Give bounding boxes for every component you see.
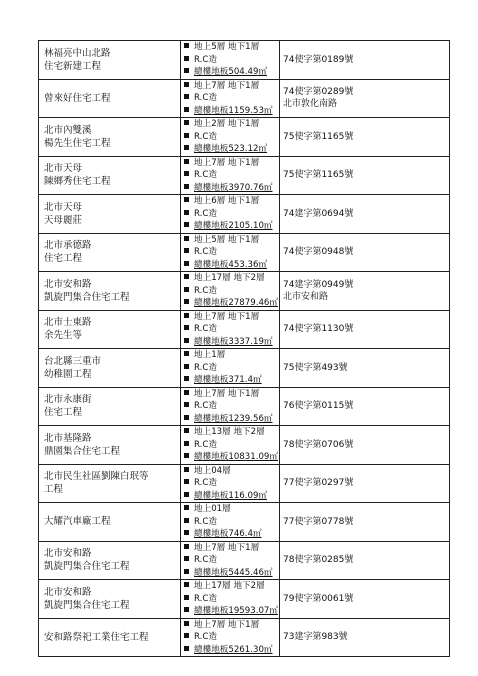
project-spec-cell: [181, 79, 280, 118]
floor-area-line-text: 總樓地板453.36㎡: [194, 259, 268, 270]
permit-line: 78使字第0285號: [283, 555, 354, 566]
permit-line: 77使字第0778號: [283, 516, 354, 527]
square-bullet-icon: [184, 82, 189, 87]
permit-number-cell: [280, 503, 450, 542]
project-spec-cell: [181, 349, 280, 388]
project-spec-cell: [181, 618, 280, 657]
square-bullet-icon: [184, 197, 189, 202]
project-name-line: 安和路祭祀工業住宅工程: [44, 631, 149, 643]
floors-line: [181, 195, 279, 208]
square-bullet-icon: [184, 607, 189, 612]
project-name-cell: [39, 118, 181, 157]
square-bullet-icon: [184, 544, 189, 549]
floor-area-line: [181, 297, 279, 310]
table-row: [39, 349, 450, 388]
project-name-cell: [39, 349, 181, 388]
project-spec-cell: [181, 310, 280, 349]
square-bullet-icon: [184, 94, 189, 99]
floor-area-line-text: 總樓地板504.49㎡: [194, 67, 268, 77]
permit-number-cell: [280, 349, 450, 388]
project-name-cell: [39, 464, 181, 503]
project-spec-cell: [181, 195, 280, 234]
permit-line: 75使字第493號: [283, 362, 348, 373]
floors-line-text: 地上01層: [194, 504, 231, 514]
permit-number-cell: [280, 426, 450, 465]
permit-line: 74建字第0694號: [283, 208, 354, 219]
floor-area-line: [181, 336, 279, 349]
structure-line: [181, 477, 279, 490]
square-bullet-icon: [184, 518, 189, 523]
project-name-cell: [39, 426, 181, 465]
project-name-line: 北市承德路: [44, 240, 92, 252]
square-bullet-icon: [184, 56, 189, 61]
project-name-line: 北市民生社區劉陳白珉等: [44, 471, 149, 483]
floor-area-line: [181, 66, 279, 79]
structure-line-text: R.C造: [194, 516, 217, 527]
square-bullet-icon: [184, 68, 189, 73]
square-bullet-icon: [184, 582, 189, 587]
floors-line: [181, 542, 279, 555]
floors-line: [181, 465, 279, 478]
square-bullet-icon: [184, 274, 189, 279]
project-name-cell: [39, 79, 181, 118]
floors-line: [181, 503, 279, 516]
project-name-cell: [39, 618, 181, 657]
floors-line-text: 地上6層 地下1層: [194, 196, 260, 206]
floors-line-text: 地上7層 地下1層: [194, 311, 260, 322]
floor-area-line-text: 總樓地板2105.10㎡: [194, 221, 273, 231]
floor-area-line-text: 總樓地板1159.53㎡: [194, 105, 273, 116]
table-row: [39, 156, 450, 195]
floors-line: [181, 349, 279, 362]
floor-area-line: [181, 451, 279, 464]
floors-line: [181, 80, 279, 93]
project-name-line: 住宅工程: [44, 407, 83, 419]
floors-line-text: 地上2層 地下1層: [194, 119, 260, 129]
floors-line: [181, 157, 279, 170]
project-name-cell: [39, 541, 181, 580]
square-bullet-icon: [184, 287, 189, 292]
square-bullet-icon: [184, 428, 189, 433]
floors-line-text: 地上7層 地下1層: [194, 80, 260, 91]
structure-line-text: R.C造: [194, 593, 217, 604]
project-name-line: 鼎園集合住宅工程: [44, 445, 121, 457]
square-bullet-icon: [184, 415, 189, 420]
floor-area-line: [181, 259, 279, 272]
floor-area-line: [181, 644, 279, 657]
project-name-cell: [39, 195, 181, 234]
floor-area-line: [181, 374, 279, 387]
project-spec-cell: [181, 156, 280, 195]
project-name-line: 天母麗莊: [44, 214, 83, 226]
square-bullet-icon: [184, 222, 189, 227]
project-spec-cell: [181, 580, 280, 619]
project-name-line: 住宅工程: [44, 253, 83, 265]
floor-area-line: [181, 105, 279, 118]
square-bullet-icon: [184, 530, 189, 535]
table-row: [39, 503, 450, 542]
square-bullet-icon: [184, 325, 189, 330]
floors-line: [181, 388, 279, 401]
square-bullet-icon: [184, 556, 189, 561]
square-bullet-icon: [184, 467, 189, 472]
permit-number-cell: [280, 233, 450, 272]
floor-area-line-text: 總樓地板1239.56㎡: [194, 413, 273, 424]
project-name-cell: [39, 272, 181, 311]
floor-area-line-text: 總樓地板27879.46㎡: [194, 298, 278, 308]
structure-line-text: R.C造: [194, 54, 217, 65]
floor-area-line-text: 總樓地板371.4㎡: [194, 375, 262, 385]
project-name-line: 北市天母: [44, 163, 83, 175]
floor-area-line: [181, 490, 279, 503]
table-row: [39, 580, 450, 619]
project-name-line: 北市內雙溪: [44, 124, 92, 136]
structure-line-text: R.C造: [194, 285, 217, 296]
structure-line: [181, 54, 279, 67]
square-bullet-icon: [184, 43, 189, 48]
permit-number-cell: [280, 79, 450, 118]
structure-line-text: R.C造: [194, 401, 217, 411]
table-row: [39, 426, 450, 465]
project-spec-cell: [181, 272, 280, 311]
square-bullet-icon: [184, 107, 189, 112]
projects-table-body: [39, 41, 450, 657]
project-name-line: 凱旋門集合住宅工程: [44, 599, 130, 611]
structure-line-text: R.C造: [194, 632, 217, 642]
table-row: [39, 464, 450, 503]
floor-area-line: [181, 220, 279, 233]
project-name-line: 幼稚園工程: [44, 368, 92, 380]
floor-area-line-text: 總樓地板523.12㎡: [194, 144, 268, 154]
permit-line: 74使字第0948號: [283, 247, 354, 258]
square-bullet-icon: [184, 351, 189, 356]
floor-area-line: [181, 605, 279, 618]
permit-number-cell: [280, 580, 450, 619]
permit-line: 74使字第1130號: [283, 324, 354, 335]
structure-line: [181, 208, 279, 221]
structure-line: [181, 323, 279, 336]
permit-line: 74使字第0189號: [283, 54, 354, 65]
project-name-line: 台北縣三重市: [44, 355, 102, 367]
permit-line: 74建字第0949號: [283, 279, 354, 290]
project-name-line: 余先生等: [44, 330, 83, 342]
project-name-line: 大耀汽車廠工程: [44, 516, 111, 528]
floor-area-line-text: 總樓地板5261.30㎡: [194, 644, 273, 655]
floors-line-text: 地上7層 地下1層: [194, 157, 260, 168]
square-bullet-icon: [184, 120, 189, 125]
floors-line-text: 地上7層 地下1層: [194, 619, 260, 630]
structure-line: [181, 554, 279, 567]
permit-line: 75使字第1165號: [283, 170, 354, 181]
floors-line: [181, 311, 279, 324]
project-spec-cell: [181, 426, 280, 465]
floors-line-text: 地上1層: [194, 350, 226, 360]
project-name-line: 凱旋門集合住宅工程: [44, 291, 130, 303]
square-bullet-icon: [184, 159, 189, 164]
table-row: [39, 79, 450, 118]
structure-line: [181, 169, 279, 182]
structure-line: [181, 92, 279, 105]
square-bullet-icon: [184, 210, 189, 215]
structure-line: [181, 285, 279, 298]
square-bullet-icon: [184, 505, 189, 510]
table-row: [39, 310, 450, 349]
permit-number-cell: [280, 464, 450, 503]
project-spec-cell: [181, 118, 280, 157]
floors-line: [181, 619, 279, 632]
square-bullet-icon: [184, 441, 189, 446]
permit-line: 77使字第0297號: [283, 478, 354, 489]
floors-line: [181, 118, 279, 131]
floors-line-text: 地上5層 地下1層: [194, 42, 260, 52]
table-row: [39, 195, 450, 234]
square-bullet-icon: [184, 633, 189, 638]
projects-table: [38, 40, 450, 657]
permit-line: 北市安和路: [283, 291, 329, 302]
floor-area-line-text: 總樓地板3970.76㎡: [194, 182, 273, 193]
project-name-line: 凱旋門集合住宅工程: [44, 561, 130, 573]
project-name-line: 北市基隆路: [44, 432, 92, 444]
structure-line: [181, 593, 279, 606]
floor-area-line: [181, 182, 279, 195]
project-name-cell: [39, 580, 181, 619]
table-row: [39, 618, 450, 657]
square-bullet-icon: [184, 261, 189, 266]
project-name-line: 北市安和路: [44, 586, 92, 598]
project-spec-cell: [181, 233, 280, 272]
structure-line: [181, 131, 279, 144]
structure-line-text: R.C造: [194, 247, 217, 257]
square-bullet-icon: [184, 595, 189, 600]
floor-area-line: [181, 528, 279, 541]
permit-number-cell: [280, 387, 450, 426]
square-bullet-icon: [184, 299, 189, 304]
permit-line: 74使字第0289號: [283, 87, 354, 98]
square-bullet-icon: [184, 171, 189, 176]
project-spec-cell: [181, 387, 280, 426]
square-bullet-icon: [184, 479, 189, 484]
square-bullet-icon: [184, 402, 189, 407]
project-name-cell: [39, 387, 181, 426]
square-bullet-icon: [184, 313, 189, 318]
permit-line: 78使字第0706號: [283, 439, 354, 450]
permit-number-cell: [280, 541, 450, 580]
project-spec-cell: [181, 41, 280, 80]
square-bullet-icon: [184, 492, 189, 497]
structure-line: [181, 362, 279, 375]
floor-area-line: [181, 567, 279, 580]
permit-line: 76使字第0115號: [283, 401, 354, 412]
floor-area-line-text: 總樓地板116.09㎡: [194, 490, 268, 501]
square-bullet-icon: [184, 338, 189, 343]
project-name-line: 工程: [44, 484, 64, 496]
project-name-cell: [39, 156, 181, 195]
project-name-cell: [39, 41, 181, 80]
permit-line: 73建字第983號: [283, 632, 348, 643]
floor-area-line: [181, 143, 279, 156]
floors-line-text: 地上7層 地下1層: [194, 542, 260, 553]
floors-line-text: 地上17層 地下2層: [194, 581, 265, 591]
floor-area-line-text: 總樓地板10831.09㎡: [194, 452, 278, 462]
floor-area-line-text: 總樓地板5445.46㎡: [194, 567, 273, 578]
square-bullet-icon: [184, 646, 189, 651]
project-name-cell: [39, 233, 181, 272]
floor-area-line-text: 總樓地板3337.19㎡: [194, 336, 273, 347]
structure-line-text: R.C造: [194, 324, 217, 334]
structure-line: [181, 439, 279, 452]
floors-line-text: 地上7層 地下1層: [194, 388, 260, 399]
project-name-line: 曾來好住宅工程: [44, 92, 111, 104]
floors-line-text: 地上17層 地下2層: [194, 273, 265, 283]
floors-line-text: 地上13層 地下2層: [194, 427, 265, 437]
floors-line: [181, 234, 279, 247]
structure-line: [181, 516, 279, 529]
permit-number-cell: [280, 41, 450, 80]
permit-number-cell: [280, 272, 450, 311]
floors-line: [181, 580, 279, 593]
project-name-line: 住宅新建工程: [44, 60, 102, 72]
floor-area-line: [181, 413, 279, 426]
permit-number-cell: [280, 618, 450, 657]
project-name-cell: [39, 310, 181, 349]
structure-line: [181, 400, 279, 413]
permit-line: 北市敦化南路: [283, 99, 338, 110]
project-name-cell: [39, 503, 181, 542]
permit-number-cell: [280, 156, 450, 195]
square-bullet-icon: [184, 133, 189, 138]
structure-line-text: R.C造: [194, 170, 217, 180]
floor-area-line-text: 總樓地板19593.07㎡: [194, 606, 278, 616]
project-name-line: 北市士東路: [44, 317, 92, 329]
floors-line: [181, 272, 279, 285]
permit-number-cell: [280, 310, 450, 349]
project-name-line: 北市安和路: [44, 278, 92, 290]
structure-line: [181, 631, 279, 644]
project-spec-cell: [181, 541, 280, 580]
structure-line-text: R.C造: [194, 131, 217, 142]
square-bullet-icon: [184, 364, 189, 369]
table-row: [39, 272, 450, 311]
floors-line: [181, 41, 279, 54]
structure-line: [181, 246, 279, 259]
floor-area-line-text: 總樓地板746.4㎡: [194, 529, 262, 539]
square-bullet-icon: [184, 569, 189, 574]
square-bullet-icon: [184, 390, 189, 395]
permit-line: 79使字第0061號: [283, 593, 354, 604]
project-name-line: 北市安和路: [44, 548, 92, 560]
floors-line: [181, 426, 279, 439]
structure-line-text: R.C造: [194, 555, 217, 565]
square-bullet-icon: [184, 184, 189, 189]
square-bullet-icon: [184, 248, 189, 253]
floors-line-text: 地上04層: [194, 465, 231, 476]
project-name-line: 北市天母: [44, 201, 83, 213]
table-row: [39, 233, 450, 272]
project-name-line: 楊先生住宅工程: [44, 137, 111, 149]
project-spec-cell: [181, 464, 280, 503]
square-bullet-icon: [184, 376, 189, 381]
square-bullet-icon: [184, 621, 189, 626]
table-row: [39, 41, 450, 80]
structure-line-text: R.C造: [194, 208, 217, 219]
square-bullet-icon: [184, 453, 189, 458]
permit-line: 75使字第1165號: [283, 131, 354, 142]
square-bullet-icon: [184, 236, 189, 241]
table-row: [39, 387, 450, 426]
table-row: [39, 541, 450, 580]
structure-line-text: R.C造: [194, 362, 217, 373]
project-name-line: 林福亮中山北路: [44, 47, 111, 59]
project-name-line: 北市永康街: [44, 394, 92, 406]
table-row: [39, 118, 450, 157]
permit-number-cell: [280, 118, 450, 157]
structure-line-text: R.C造: [194, 439, 217, 450]
structure-line-text: R.C造: [194, 478, 217, 488]
floors-line-text: 地上5層 地下1層: [194, 234, 260, 245]
project-spec-cell: [181, 503, 280, 542]
project-name-line: 陳鄉秀住宅工程: [44, 176, 111, 188]
structure-line-text: R.C造: [194, 93, 217, 103]
square-bullet-icon: [184, 145, 189, 150]
permit-number-cell: [280, 195, 450, 234]
